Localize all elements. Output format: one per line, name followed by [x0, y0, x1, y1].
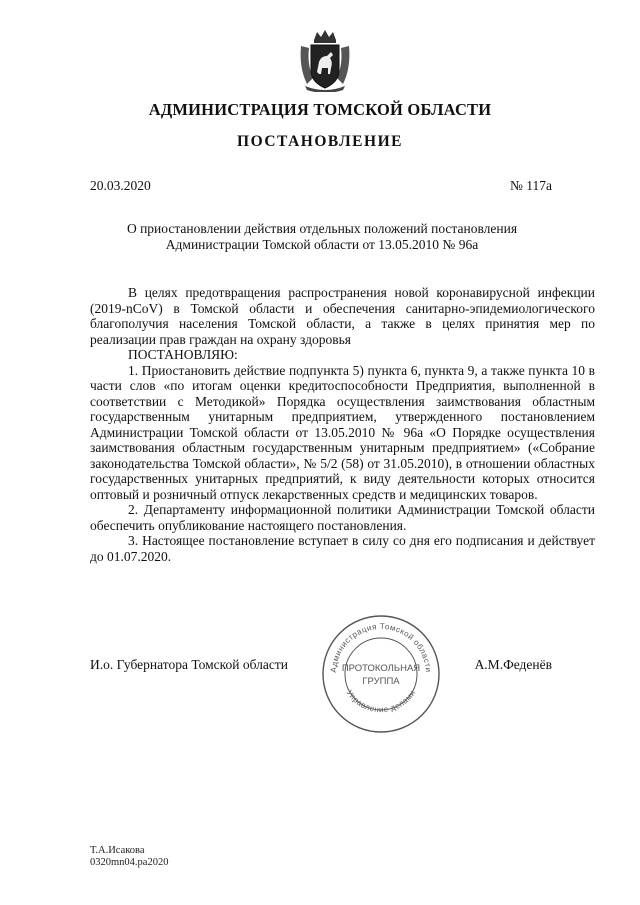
document-subject [90, 221, 554, 253]
clause-1: 1. Приостановить действие подпункта 5) пункта 6, пункта 9, а также пункта 10 в части слов «по итогам оценки кредитоспособности Предприятия, выполненной в соответствии с Методикой» Порядка осуществления заимствования областным государственным унитарным предприятием, утвержденного постановлением Администрации Томской области от 13.05.2010 № 96а «О Порядке осуществления заимствования областным государственным унитарным предприятием» («Собрание законодательства Томской области», № 5/2 (58) от 31.05.2010), в отношении областных государственных унитарных предприятий, к виду деятельности которых относится оптовый и розничный отпуск лекарственных средств и медицинских товаров. [90, 362, 595, 502]
official-stamp [320, 613, 442, 735]
signer-role: И.о. Губернатора Томской области [90, 657, 288, 672]
document-number: № 117а [510, 178, 552, 193]
signer-name: А.М.Феденёв [474, 657, 552, 672]
svg-text:Управление делами [345, 688, 418, 714]
footer-note [90, 845, 168, 869]
resolve-keyword: ПОСТАНОВЛЯЮ: [128, 347, 238, 362]
stamp-inner-line-2: ГРУППА [362, 676, 400, 687]
coat-of-arms-icon [297, 28, 353, 92]
document-type: ПОСТАНОВЛЕНИЕ [237, 133, 403, 150]
document-body [90, 285, 595, 564]
subject-line: О приостановлении действия отдельных положений постановления [126, 221, 518, 236]
document-date: 20.03.2020 [90, 178, 151, 193]
stamp-outer-top-text: Администрация Томской области [328, 621, 434, 673]
clause-2: 2. Департаменту информационной политики Администрации Томской области обеспечить опубликование настоящего постановления. [90, 502, 595, 533]
preamble-paragraph: В целях предотвращения распространения новой коронавирусной инфекции (2019-nCoV) в Томской области и обеспечения санитарно-эпидемиологического благополучия населения Томской области, а также в целях принятия мер по реализации прав граждан на охрану здоровья [90, 285, 595, 347]
file-code: 0320mn04.ра2020 [90, 857, 169, 868]
stamp-outer-bottom-text: Управление делами [344, 688, 418, 715]
organization-title: АДМИНИСТРАЦИЯ ТОМСКОЙ ОБЛАСТИ [148, 100, 492, 119]
clause-3: 3. Настоящее постановление вступает в силу со дня его подписания и действует до 01.07.2020. [90, 533, 595, 564]
stamp-inner-line-1: ПРОТОКОЛЬНАЯ [341, 663, 421, 674]
subject-line: Администрации Томской области от 13.05.2010 № 96а [165, 237, 479, 252]
executor-name: Т.А.Исакова [90, 845, 145, 856]
